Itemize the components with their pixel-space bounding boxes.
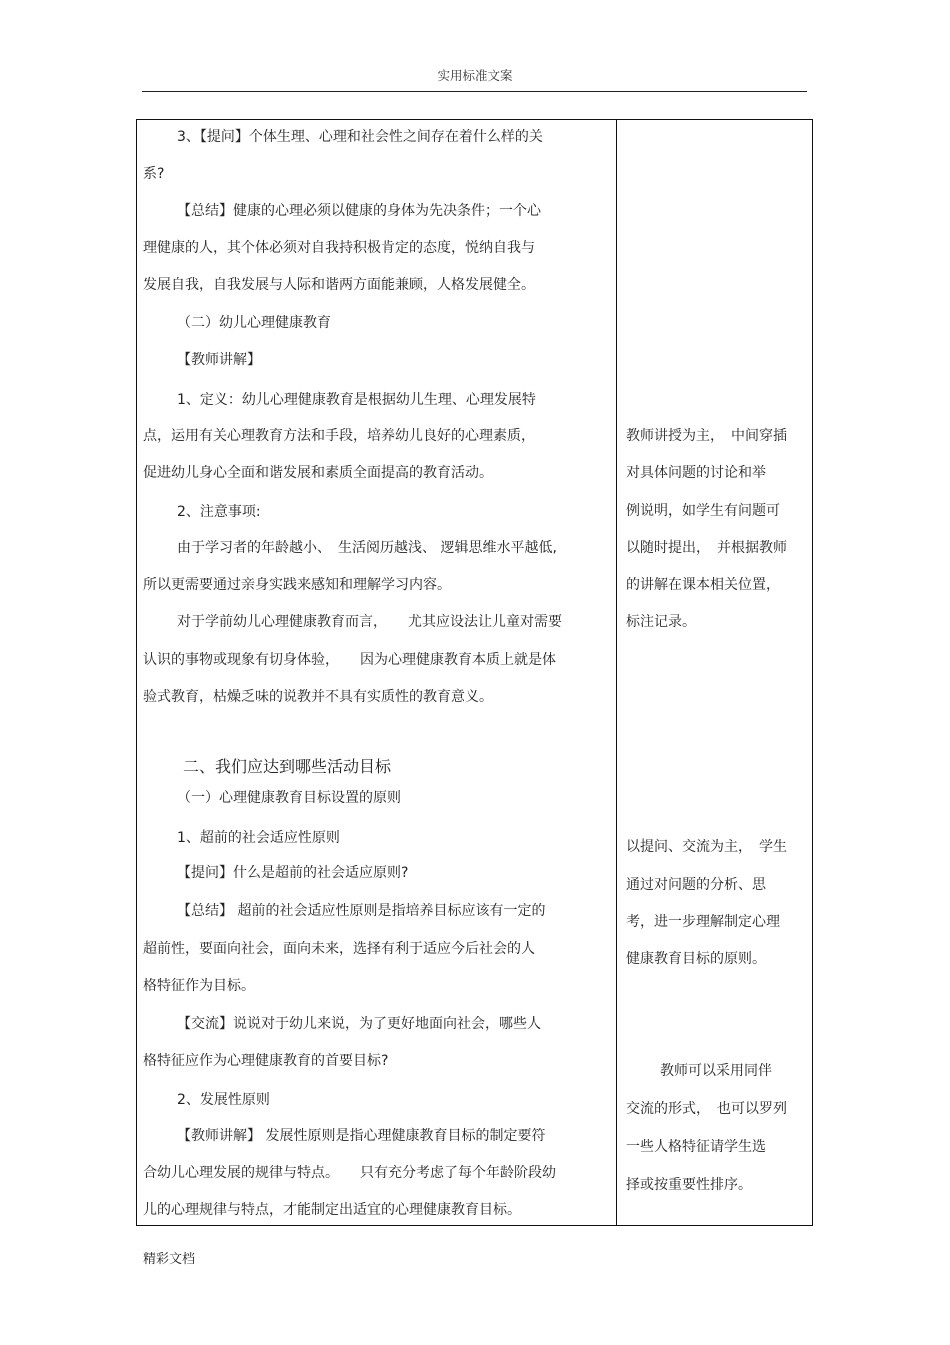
note-line: 考，进一步理解制定心理	[626, 914, 780, 930]
page-footer: 精彩文档	[143, 1252, 196, 1267]
text-line: 儿的心理规律与特点，才能制定出适宜的心理健康教育目标。	[143, 1202, 521, 1218]
text-line: 2、注意事项:	[177, 504, 261, 520]
note-line: 标注记录。	[626, 614, 696, 630]
text-line: 3、【提问】个体生理、心理和社会性之间存在着什么样的关	[177, 129, 543, 145]
text-line: 【交流】说说对于幼儿来说，为了更好地面向社会，哪些人	[177, 1016, 541, 1032]
text-line: 【总结】健康的心理必须以健康的身体为先决条件；一个心	[177, 203, 541, 219]
text-line: 超前性，要面向社会，面向未来，选择有利于适应今后社会的人	[143, 941, 535, 957]
text-line: 所以更需要通过亲身实践来感知和理解学习内容。	[143, 577, 451, 593]
text-line: 理健康的人，其个体必须对自我持积极肯定的态度，悦纳自我与	[143, 240, 535, 256]
text-line: 合幼儿心理发展的规律与特点。 只有充分考虑了每个年龄阶段幼	[143, 1165, 556, 1181]
text-line: 格特征作为目标。	[143, 978, 255, 994]
text-line: 发展自我，自我发展与人际和谐两方面能兼顾，人格发展健全。	[143, 277, 535, 293]
note-line: 教师可以采用同伴	[660, 1063, 772, 1079]
note-line: 健康教育目标的原则。	[626, 951, 766, 967]
note-line: 的讲解在课本相关位置，	[626, 577, 780, 593]
text-line: 认识的事物或现象有切身体验， 因为心理健康教育本质上就是体	[143, 652, 556, 668]
note-line: 一些人格特征请学生选	[626, 1139, 766, 1155]
page-header-title: 实用标准文案	[437, 68, 513, 83]
text-line: 系?	[143, 166, 165, 182]
text-line: 点，运用有关心理教育方法和手段，培养幼儿良好的心理素质，	[143, 428, 535, 444]
text-line: 对于学前幼儿心理健康教育而言， 尤其应设法让儿童对需要	[177, 614, 562, 630]
text-line: 2、发展性原则	[177, 1092, 270, 1108]
note-line: 交流的形式， 也可以罗列	[626, 1101, 787, 1117]
section-heading: （一）心理健康教育目标设置的原则	[177, 790, 401, 806]
text-line: 【教师讲解】	[177, 352, 261, 368]
note-line: 择或按重要性排序。	[626, 1177, 752, 1193]
text-line: 格特征应作为心理健康教育的首要目标?	[143, 1053, 389, 1069]
text-line: 1、定义：幼儿心理健康教育是根据幼儿生理、心理发展特	[177, 392, 536, 408]
section-heading: （二）幼儿心理健康教育	[177, 315, 331, 331]
text-line: 【总结】 超前的社会适应性原则是指培养目标应该有一定的	[177, 903, 546, 919]
note-line: 例说明，如学生有问题可	[626, 503, 780, 519]
column-divider	[616, 120, 617, 1226]
note-line: 以随时提出， 并根据教师	[626, 540, 787, 556]
text-line: 【教师讲解】 发展性原则是指心理健康教育目标的制定要符	[177, 1128, 546, 1144]
note-line: 对具体问题的讨论和举	[626, 465, 766, 481]
note-line: 通过对问题的分析、思	[626, 877, 766, 893]
header-rule	[142, 91, 807, 92]
text-line: 由于学习者的年龄越小、 生活阅历越浅、 逻辑思维水平越低,	[177, 540, 557, 556]
text-line: 【提问】什么是超前的社会适应原则?	[177, 865, 409, 881]
text-line: 促进幼儿身心全面和谐发展和素质全面提高的教育活动。	[143, 465, 493, 481]
text-line: 验式教育，枯燥乏味的说教并不具有实质性的教育意义。	[143, 689, 493, 705]
text-line: 1、超前的社会适应性原则	[177, 830, 340, 846]
note-line: 以提问、交流为主， 学生	[626, 839, 787, 855]
section-heading: 二、我们应达到哪些活动目标	[183, 757, 392, 776]
note-line: 教师讲授为主， 中间穿插	[626, 428, 787, 444]
